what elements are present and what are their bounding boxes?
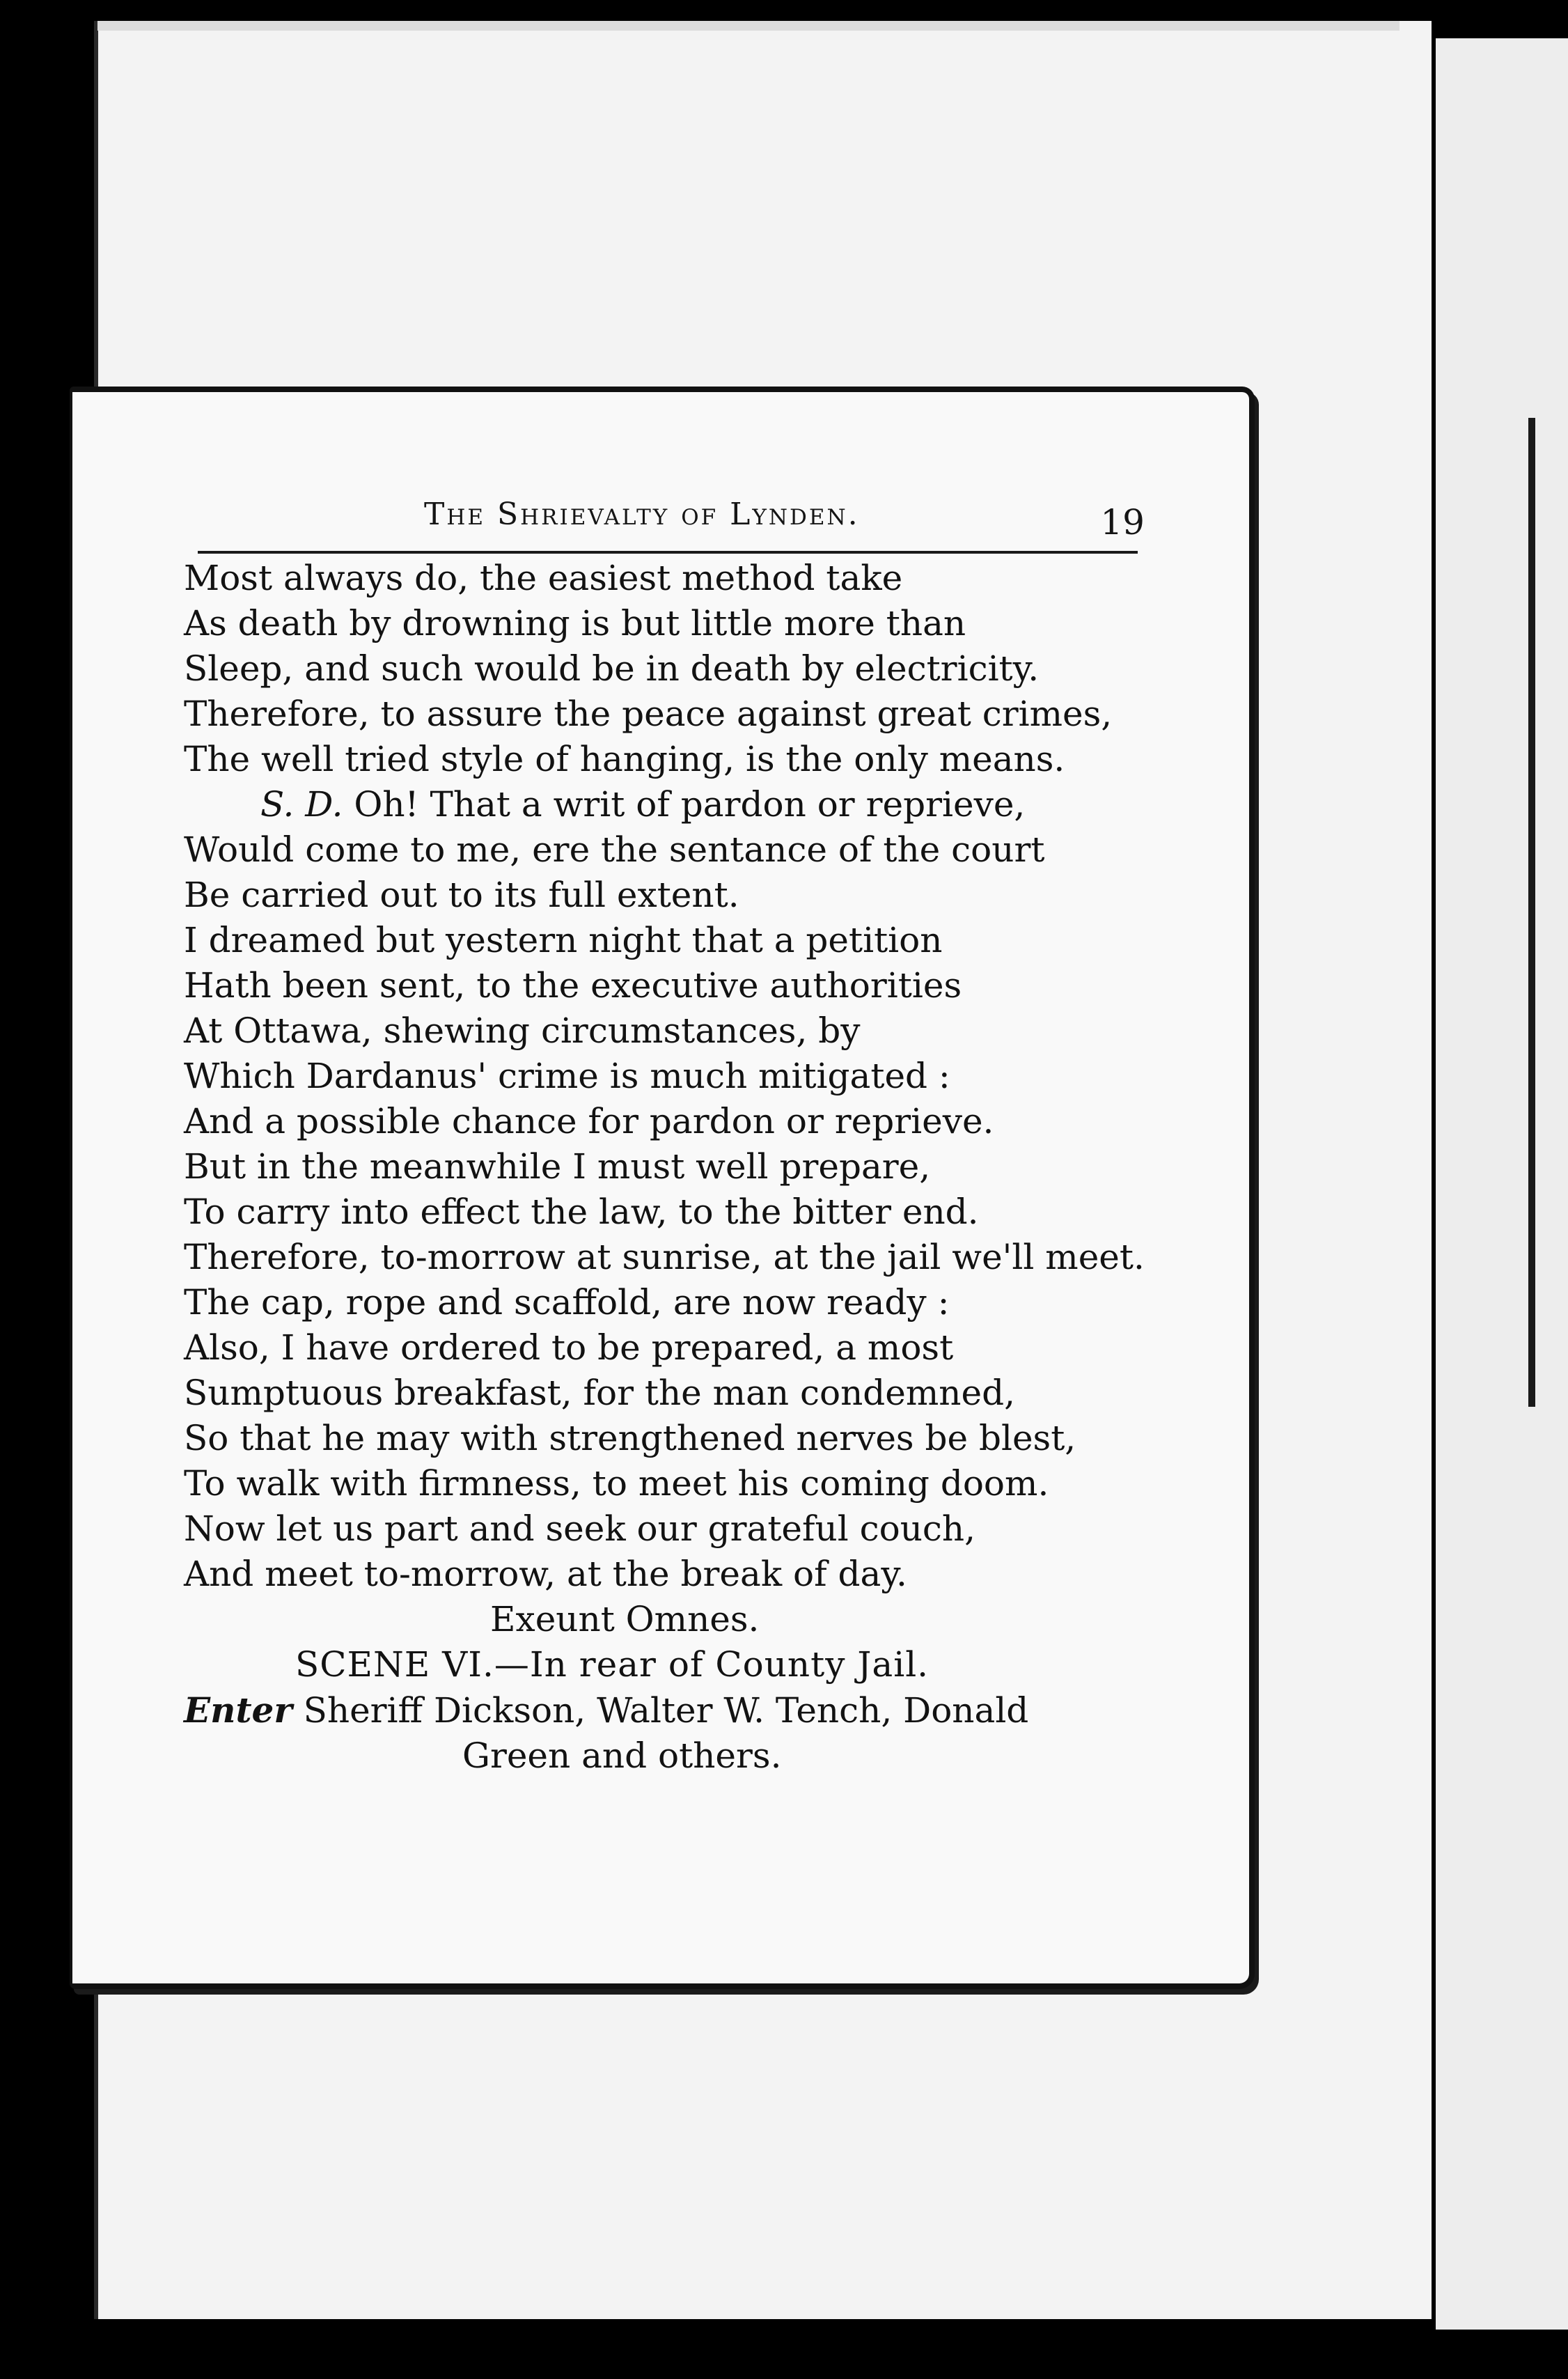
- speaker-name: S. D.: [260, 784, 343, 825]
- verse-line: To carry into effect the law, to the bitter end.: [184, 1192, 979, 1232]
- verse-line: And a possible chance for pardon or reprieve.: [184, 1101, 994, 1141]
- verse-line: Now let us part and seek our grateful couch,: [184, 1508, 976, 1549]
- verse-line: Be carried out to its full extent.: [184, 875, 739, 915]
- speaker-line: [184, 782, 1200, 827]
- verse-line: And meet to-morrow, at the break of day.: [184, 1554, 907, 1594]
- stage-direction-enter: [184, 1687, 1200, 1733]
- page-number: 19: [1100, 502, 1145, 543]
- verse-line: As death by drowning is but little more than: [184, 603, 966, 644]
- verse-line: The well tried style of hanging, is the only means.: [184, 739, 1065, 779]
- verse-line: I dreamed but yestern night that a petition: [184, 920, 943, 960]
- book-page: [70, 387, 1255, 1989]
- verse-line: But in the meanwhile I must well prepare,: [184, 1146, 931, 1187]
- adjacent-page-edge: [1528, 418, 1535, 1407]
- verse-line: Would come to me, ere the sentance of the court: [184, 829, 1045, 870]
- stage-direction-exeunt: Exeunt Omnes.: [490, 1599, 760, 1639]
- verse-text: [184, 556, 1200, 1779]
- verse-line: Sumptuous breakfast, for the man condemned,: [184, 1373, 1015, 1413]
- verse-line: The cap, rope and scaffold, are now ready :: [184, 1282, 950, 1323]
- running-head: [198, 497, 1145, 554]
- verse-line: Which Dardanus' crime is much mitigated :: [184, 1056, 950, 1096]
- verse-line: To walk with firmness, to meet his coming doom.: [184, 1463, 1049, 1504]
- backing-sheet-top-edge: [97, 21, 1400, 31]
- adjacent-page: [1436, 38, 1568, 2330]
- verse-line: Most always do, the easiest method take: [184, 558, 903, 598]
- verse-line: Therefore, to-morrow at sunrise, at the jail we'll meet.: [184, 1237, 1145, 1277]
- verse-line: Sleep, and such would be in death by electricity.: [184, 648, 1040, 689]
- verse-line: Hath been sent, to the executive authorities: [184, 965, 962, 1006]
- speaker-text: Oh! That a writ of pardon or reprieve,: [343, 784, 1026, 825]
- stage-direction-continuation: Green and others.: [462, 1736, 782, 1776]
- enter-text: Sheriff Dickson, Walter W. Tench, Donald: [292, 1690, 1029, 1731]
- verse-line: Therefore, to assure the peace against great crimes,: [184, 694, 1113, 734]
- verse-line: At Ottawa, shewing circumstances, by: [184, 1011, 861, 1051]
- enter-word: Enter: [184, 1690, 292, 1731]
- running-head-title: The Shrievalty of Lynden.: [424, 497, 860, 532]
- scene-heading: SCENE VI.—In rear of County Jail.: [295, 1644, 930, 1685]
- verse-line: Also, I have ordered to be prepared, a most: [184, 1327, 954, 1368]
- verse-line: So that he may with strengthened nerves be blest,: [184, 1418, 1076, 1458]
